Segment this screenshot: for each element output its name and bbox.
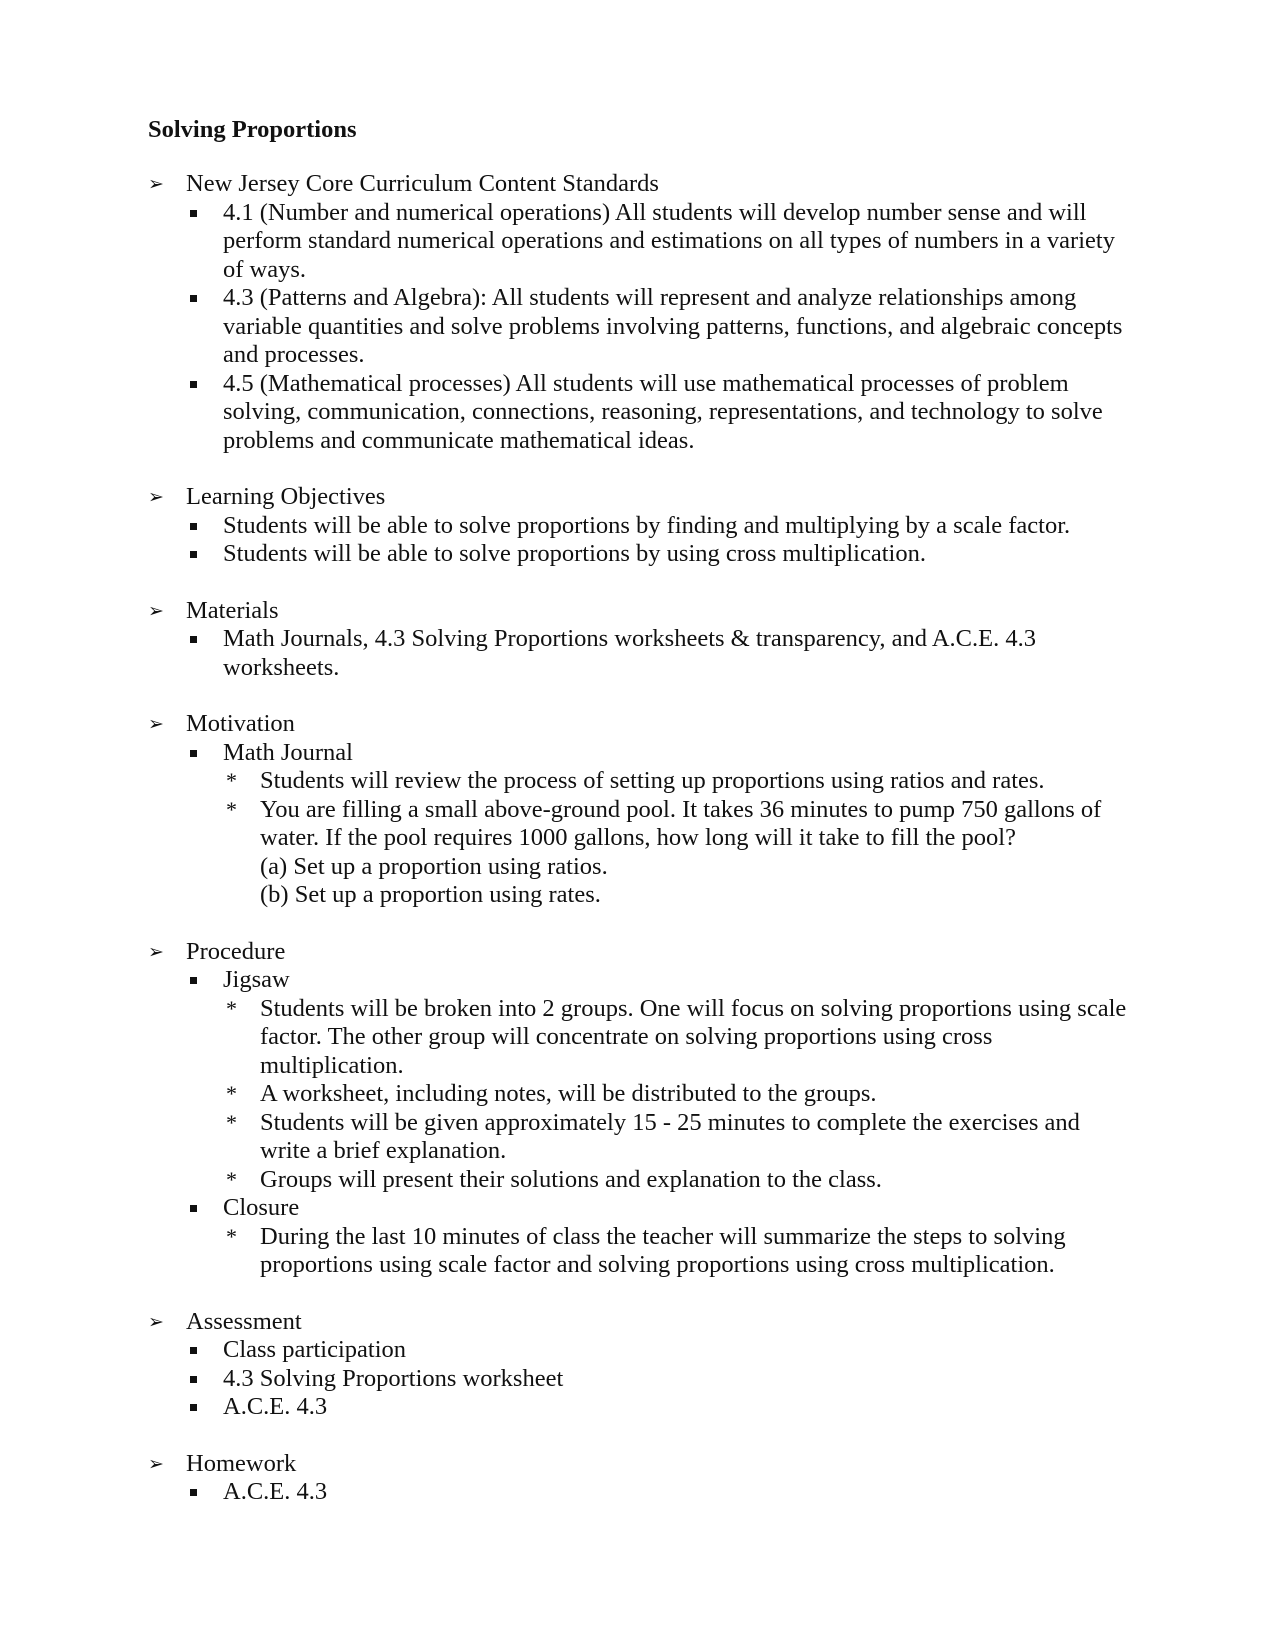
list-item <box>148 625 1128 682</box>
asterisk-bullet-icon: * <box>226 768 237 793</box>
sub-list-item-text: During the last 10 minutes of class the teacher will summarize the steps to solving proportions using scale factor and solving proportions using cross multiplication. <box>260 1222 1066 1278</box>
list-item-text: Jigsaw <box>223 966 290 993</box>
list-item-text: 4.3 Solving Proportions worksheet <box>223 1364 564 1392</box>
square-bullet-icon <box>190 977 197 984</box>
square-bullet-icon <box>190 210 197 217</box>
asterisk-bullet-icon: * <box>226 1109 237 1135</box>
section-heading <box>148 597 1128 626</box>
list-item-text: Class participation <box>223 1336 407 1363</box>
arrow-bullet-icon: ➢ <box>148 713 164 735</box>
section-heading-text: Motivation <box>186 710 295 737</box>
section-heading-text: New Jersey Core Curriculum Content Standards <box>186 170 659 197</box>
sub-list-item-text: You are filling a small above-ground pool. It takes 36 minutes to pump 750 gallons of water. If the pool requires 1000 gallons, how long will it take to fill the pool? <box>260 795 1102 851</box>
sub-list-item <box>148 1166 1128 1195</box>
sub-list-item-text: A worksheet, including notes, will be distributed to the groups. <box>260 1080 877 1107</box>
sub-list-item-text: Students will review the process of setting up proportions using ratios and rates. <box>260 767 1045 794</box>
list-item-text: Math Journal <box>223 738 353 766</box>
section-heading-text: Procedure <box>186 937 286 965</box>
asterisk-bullet-icon: * <box>226 995 237 1021</box>
list-item <box>148 1336 1128 1365</box>
square-bullet-icon <box>190 1404 197 1411</box>
section-motivation <box>148 710 1128 910</box>
sub-list-item <box>148 1223 1128 1280</box>
section-standards <box>148 170 1128 455</box>
document-page <box>148 116 1128 1535</box>
sub-list-item <box>148 767 1128 796</box>
list-item-text: A.C.E. 4.3 <box>223 1393 328 1420</box>
sub-list-item <box>148 796 1128 853</box>
list-item <box>148 1194 1128 1223</box>
list-item <box>148 1478 1128 1507</box>
list-item-text: 4.5 (Mathematical processes) All students will use mathematical processes of problem solving, communication, connections, reasoning, representations, and technology to solve problems and communicate mathematical ideas. <box>223 369 1103 454</box>
section-assessment <box>148 1308 1128 1422</box>
square-bullet-icon <box>190 1489 197 1496</box>
list-item <box>148 540 1128 569</box>
list-item <box>148 512 1128 541</box>
asterisk-bullet-icon: * <box>226 1166 237 1192</box>
question-part: (a) Set up a proportion using ratios. <box>260 852 608 880</box>
question-part: (b) Set up a proportion using rates. <box>260 881 601 908</box>
section-heading <box>148 1308 1128 1337</box>
list-item <box>148 370 1128 456</box>
arrow-bullet-icon: ➢ <box>148 486 164 508</box>
section-heading-text: Assessment <box>186 1307 302 1335</box>
list-item-text: Students will be able to solve proportions by finding and multiplying by a scale factor. <box>223 511 1071 539</box>
section-heading <box>148 938 1128 967</box>
sub-list-item-text: Students will be broken into 2 groups. One will focus on solving proportions using scale factor. The other group will concentrate on solving proportions using cross multiplication. <box>260 994 1127 1079</box>
sub-list-item-text: Students will be given approximately 15 - 25 minutes to complete the exercises and write a brief explanation. <box>260 1108 1080 1164</box>
arrow-bullet-icon: ➢ <box>148 1452 164 1475</box>
list-item <box>148 1393 1128 1422</box>
list-item <box>148 1365 1128 1394</box>
list-item <box>148 199 1128 285</box>
square-bullet-icon <box>190 295 197 302</box>
list-item-text: Students will be able to solve proportions by using cross multiplication. <box>223 540 926 567</box>
asterisk-bullet-icon: * <box>226 1081 237 1106</box>
arrow-bullet-icon: ➢ <box>148 173 164 195</box>
list-item <box>148 284 1128 370</box>
section-procedure <box>148 938 1128 1280</box>
asterisk-bullet-icon: * <box>226 1223 237 1249</box>
list-item-text: Closure <box>223 1194 300 1221</box>
list-item <box>148 739 1128 768</box>
sub-list-item-text: Groups will present their solutions and explanation to the class. <box>260 1165 882 1193</box>
section-heading <box>148 710 1128 739</box>
section-heading <box>148 1450 1128 1479</box>
sub-list-item <box>148 1109 1128 1166</box>
list-item-text: A.C.E. 4.3 <box>223 1478 328 1505</box>
section-heading <box>148 483 1128 512</box>
square-bullet-icon <box>190 636 197 643</box>
section-heading <box>148 170 1128 199</box>
square-bullet-icon <box>190 750 197 757</box>
square-bullet-icon <box>190 1205 197 1212</box>
section-heading-text: Materials <box>186 596 279 624</box>
square-bullet-icon <box>190 551 197 558</box>
square-bullet-icon <box>190 381 197 388</box>
arrow-bullet-icon: ➢ <box>148 940 164 963</box>
arrow-bullet-icon: ➢ <box>148 1310 164 1333</box>
square-bullet-icon <box>190 523 197 530</box>
section-homework <box>148 1450 1128 1507</box>
sub-list-item <box>148 1080 1128 1109</box>
document-title: Solving Proportions <box>148 116 357 143</box>
square-bullet-icon <box>190 1347 197 1354</box>
section-objectives <box>148 483 1128 569</box>
list-item-text: 4.3 (Patterns and Algebra): All students will represent and analyze relationships among variable quantities and solve problems involving patterns, functions, and algebraic concepts and processes. <box>223 284 1123 368</box>
arrow-bullet-icon: ➢ <box>148 599 164 622</box>
list-item-text: Math Journals, 4.3 Solving Proportions worksheets & transparency, and A.C.E. 4.3 worksheets. <box>223 625 1036 681</box>
sub-list-item <box>148 995 1128 1081</box>
section-heading-text: Homework <box>186 1449 297 1477</box>
section-heading-text: Learning Objectives <box>186 483 386 510</box>
section-materials <box>148 597 1128 683</box>
asterisk-bullet-icon: * <box>226 796 237 822</box>
list-item <box>148 966 1128 995</box>
list-item-text: 4.1 (Number and numerical operations) All students will develop number sense and will perform standard numerical operations and estimations on all types of numbers in a variety of ways. <box>223 198 1115 283</box>
square-bullet-icon <box>190 1376 197 1383</box>
